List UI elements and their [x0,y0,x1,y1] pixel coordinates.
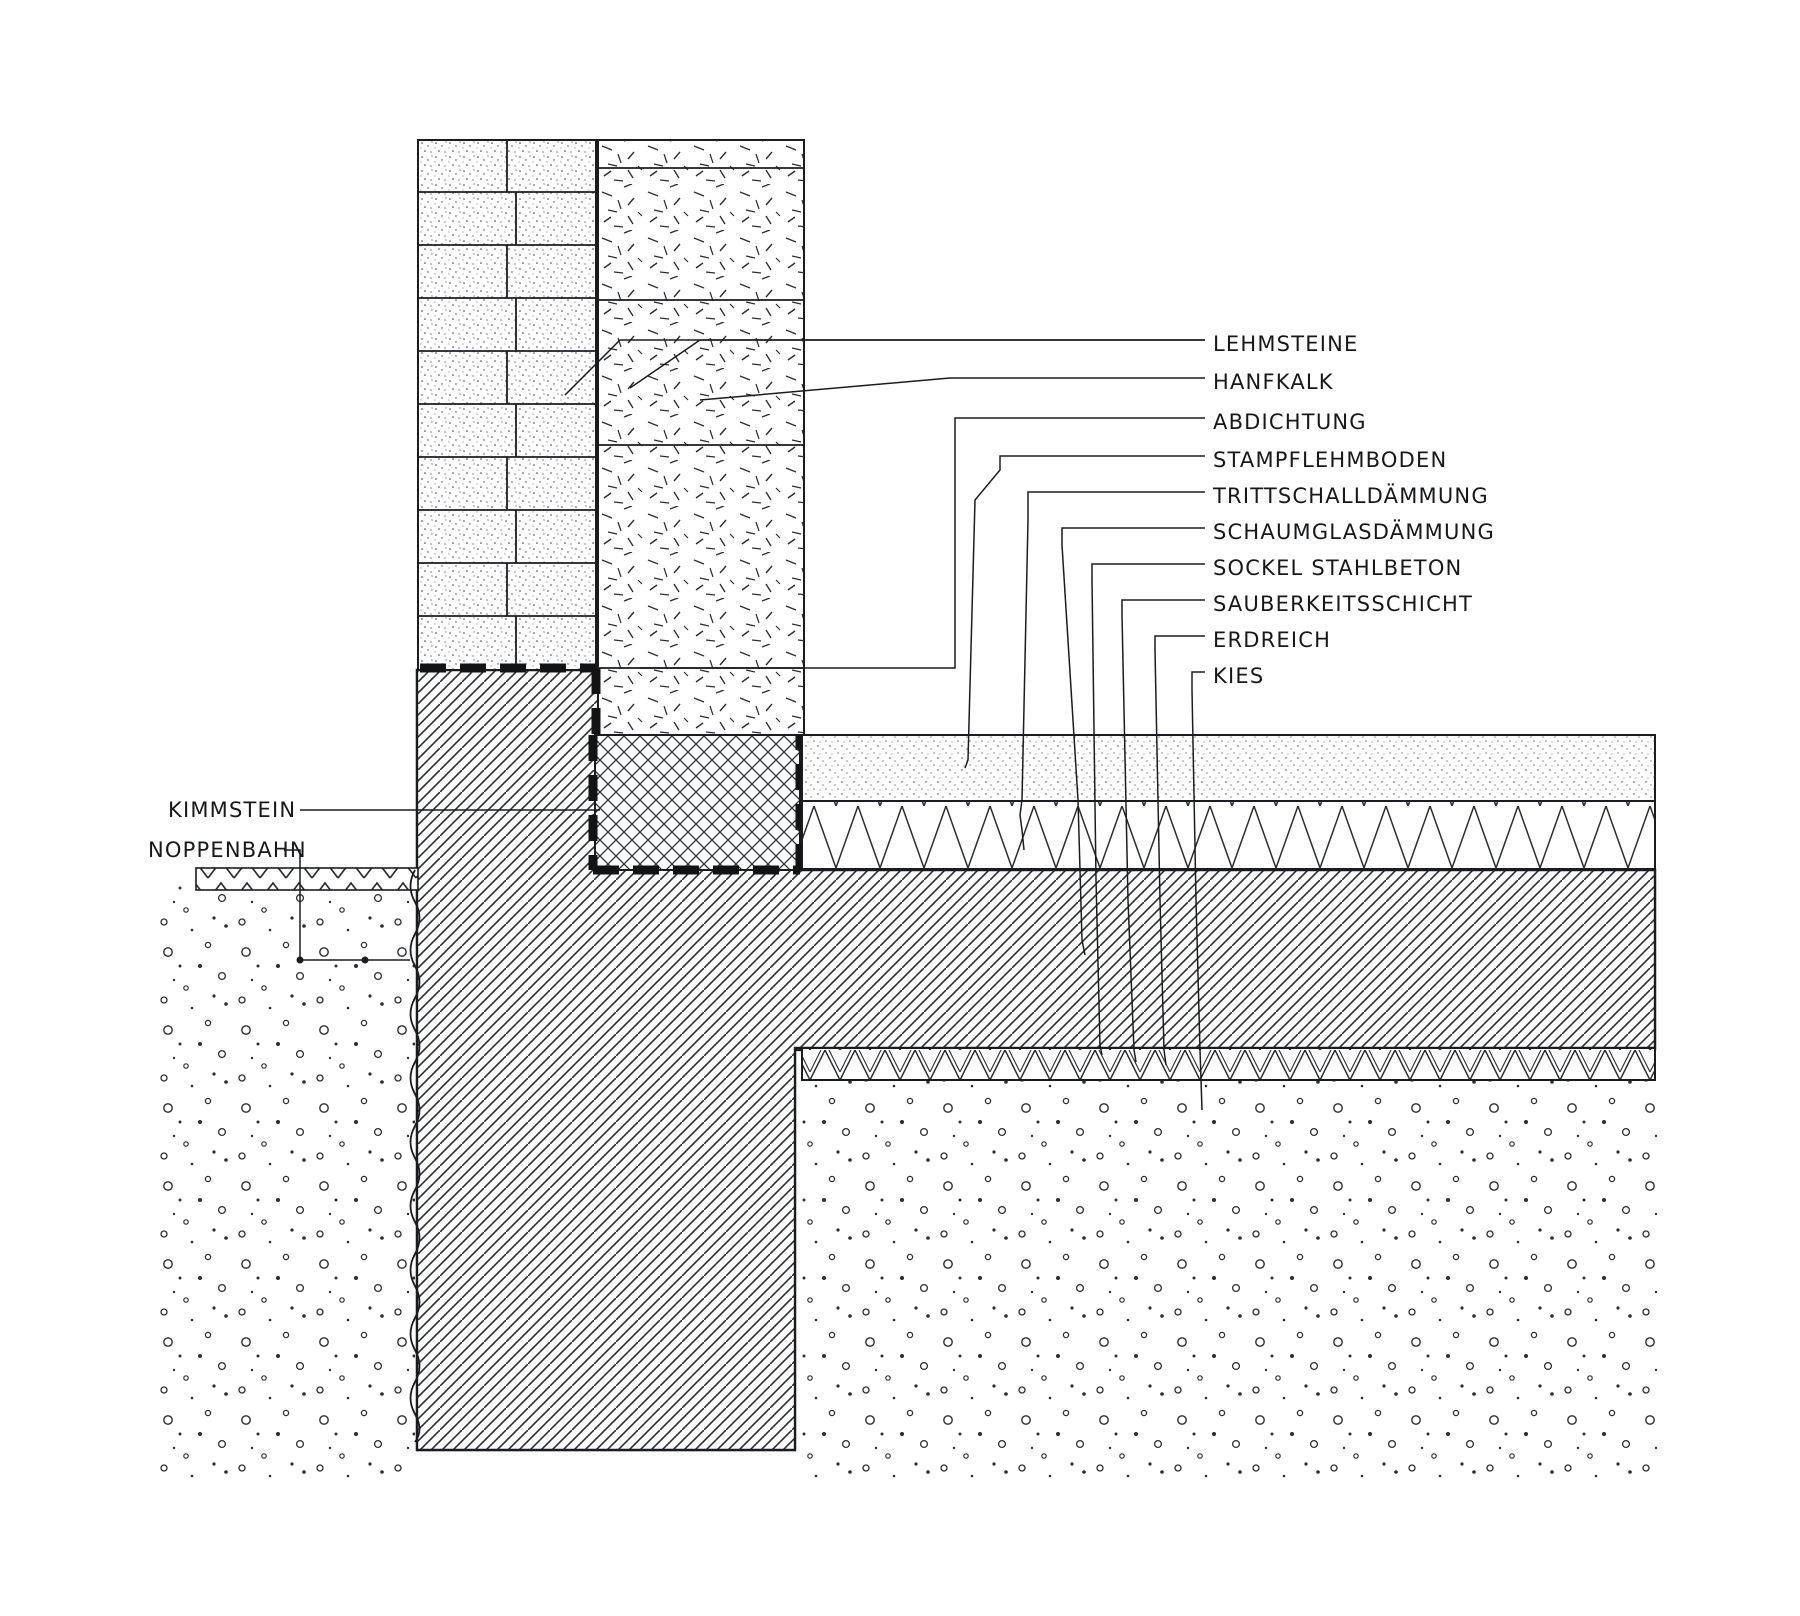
label-sockel-stahlbeton: SOCKEL STAHLBETON [1213,556,1463,580]
label-abdichtung: ABDICHTUNG [1213,410,1367,434]
label-sauberkeitsschicht: SAUBERKEITSSCHICHT [1213,592,1473,616]
hanfkalk-wall [598,140,804,735]
label-hanfkalk: HANFKALK [1213,370,1334,394]
label-kimmstein: KIMMSTEIN [168,798,297,822]
label-erdreich: ERDREICH [1213,628,1332,652]
stampflehm-floor [802,735,1655,801]
kimmstein-block [595,735,800,870]
label-kies: KIES [1213,664,1265,688]
label-schaumglasdaemmung: SCHAUMGLASDÄMMUNG [1213,520,1495,544]
erdreich-region [160,880,415,1480]
label-stampflehmboden: STAMPFLEHMBODEN [1213,448,1448,472]
sauberkeitsschicht-layer [802,1048,1655,1080]
label-trittschalldaemmung: TRITTSCHALLDÄMMUNG [1213,484,1489,508]
label-noppenbahn: NOPPENBAHN [148,838,307,862]
lehmsteine-wall [418,140,596,670]
kies-region [800,1080,1660,1480]
label-lehmsteine: LEHMSTEINE [1213,332,1359,356]
trittschall-layer [802,801,1655,869]
